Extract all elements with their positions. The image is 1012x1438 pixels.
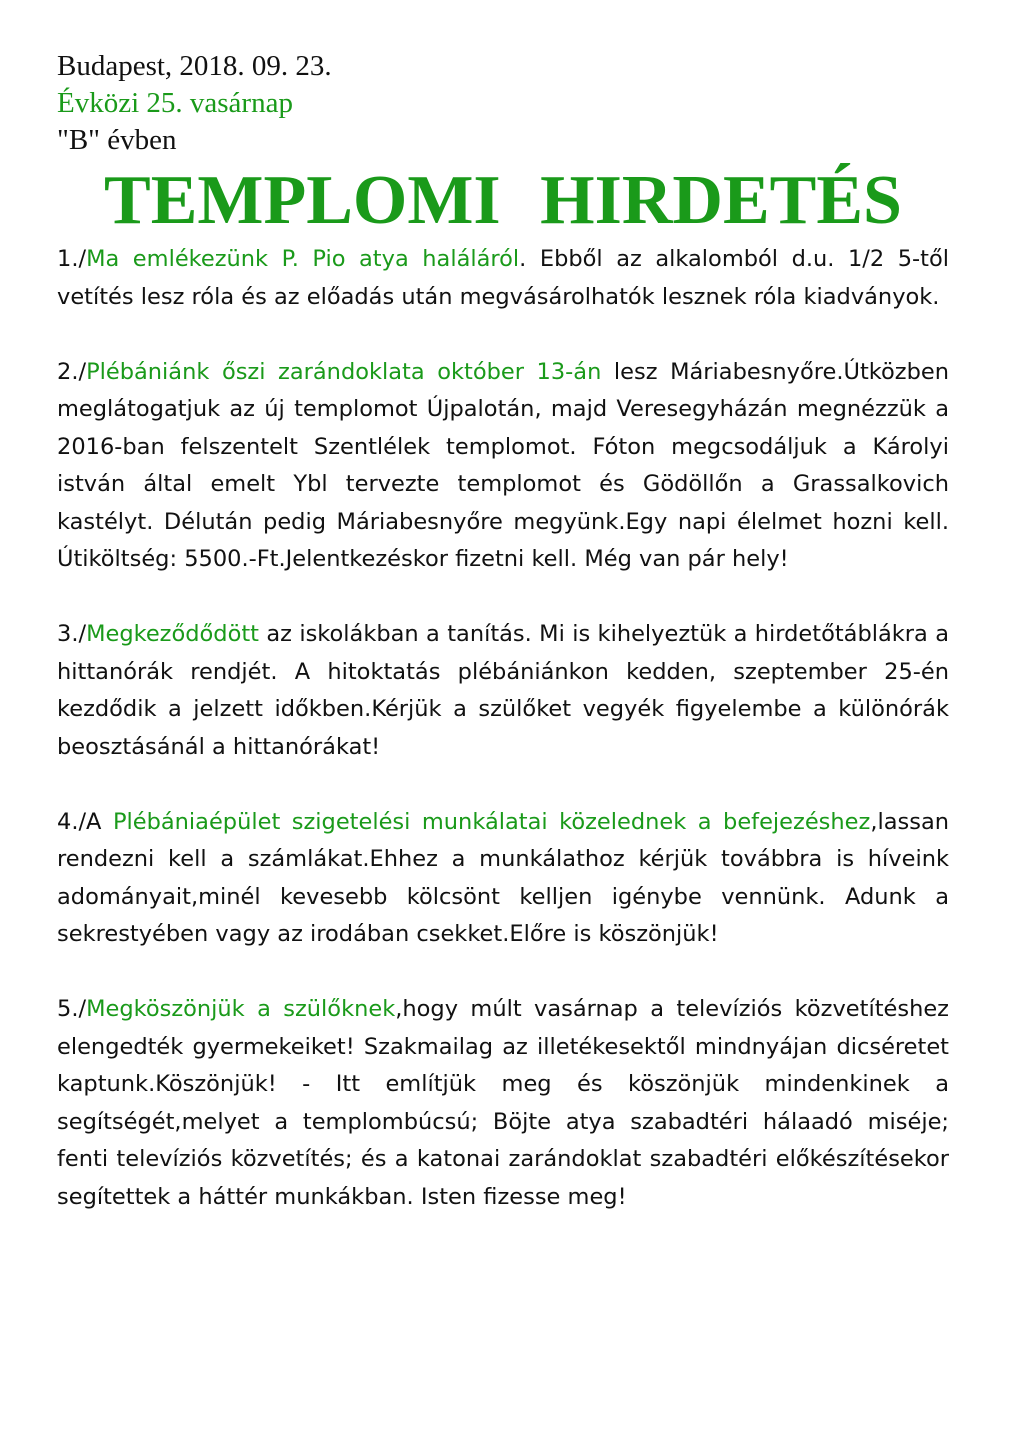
announcement-number: 4./A <box>57 808 113 835</box>
liturgical-year: "B" évben <box>57 124 177 156</box>
announcement-text: lesz Máriabesnyőre.Útközben meglátogatjuk az új templomot Újpalotán, majd Veresegyházán megnézzük a 2016-ban felszentelt Szentlélek templomot. Fóton megcsodáljuk a Károlyi istván által emelt Ybl tervezte templomot és Gödöllőn a Grassalkovich kastélyt. Délután pedig Máriabesnyőre megyünk.Egy napi élelmet hozni kell. Útiköltség: 5500.-Ft.Jelentkezéskor fizetni kell. Még van pár hely! <box>57 358 949 572</box>
announcement-item-3 <box>57 616 949 766</box>
announcement-list <box>57 241 949 1216</box>
announcement-text: . Ebből az alkalomból d.u. 1/2 5-től vetítés lesz róla és az előadás után megvásárolhatók lesznek róla kiadványok. <box>57 246 949 310</box>
announcement-item-5 <box>57 991 949 1216</box>
announcement-page <box>57 48 949 1254</box>
announcement-highlight: Plébániaépület szigetelési munkálatai közelednek a befejezéshez <box>112 808 871 835</box>
announcement-highlight: Megköszönjük a szülőknek <box>86 996 396 1022</box>
announcement-text: ,lassan rendezni kell a számlákat.Ehhez a munkálathoz kérjük továbbra is híveink adományait,minél kevesebb kölcsönt kelljen igénybe vennünk. Adunk a sekrestyében vagy az irodában csekket.Előre is köszönjük! <box>57 808 950 947</box>
announcement-item-4 <box>57 804 949 954</box>
announcement-number: 1./ <box>57 246 87 272</box>
announcement-number: 2./ <box>57 358 87 385</box>
announcement-highlight: Plébániánk őszi zarándoklata október 13-án <box>86 358 602 385</box>
announcement-item-1 <box>57 241 949 316</box>
liturgical-sunday: Évközi 25. vasárnap <box>57 87 293 119</box>
announcement-highlight: Megkeződődött <box>86 621 259 647</box>
page-title: TEMPLOMI HIRDETÉS <box>104 162 902 239</box>
announcement-number: 5./ <box>57 996 87 1022</box>
date-line: Budapest, 2018. 09. 23. <box>57 50 332 82</box>
announcement-item-2 <box>57 354 949 579</box>
announcement-text: ,hogy múlt vasárnap a televíziós közvetítéshez elengedték gyermekeiket! Szakmailag az illetékesektől mindnyájan dicséretet kaptunk.Köszönjük! - Itt említjük meg és köszönjük mindenkinek a segítségét,melyet a templombúcsú; Böjte atya szabadtéri hálaadó miséje; fenti televíziós közvetítés; és a katonai zarándoklat szabadtéri előkészítésekor segítettek a háttér munkákban. Isten fizesse meg! <box>57 996 949 1210</box>
announcement-number: 3./ <box>57 621 87 647</box>
announcement-text: az iskolákban a tanítás. Mi is kihelyeztük a hirdetőtáblákra a hittanórák rendjét. A hitoktatás plébániánkon kedden, szeptember 25-én kezdődik a jelzett időkben.Kérjük a szülőket vegyék figyelembe a különórák beosztásánál a hittanórákat! <box>57 621 949 760</box>
announcement-highlight: Ma emlékezünk P. Pio atya haláláról <box>86 246 520 272</box>
